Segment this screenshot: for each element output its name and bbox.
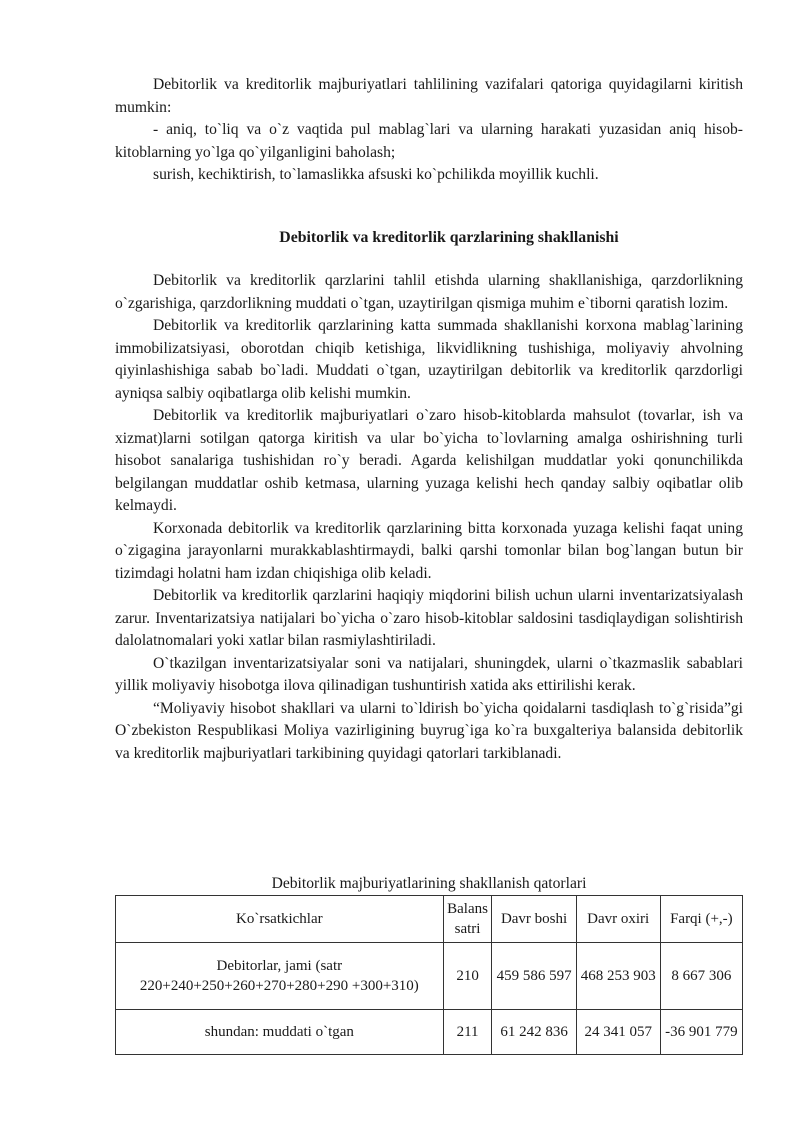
cell-period-start: 459 586 597 <box>492 943 576 1010</box>
header-balance-line: Balans satri <box>443 896 492 943</box>
body-paragraph-4: Korxonada debitorlik va kreditorlik qarzlarining bitta korxonada yuzaga kelishi faqat uning o`zigagina jarayonlarni murakkablashtirmaydi, balki qarshi tomonlar bilan bog`langan butun bir tizimdagi holatni ham izdan chiqishiga olib keladi. <box>115 519 743 582</box>
header-difference: Farqi (+,-) <box>660 896 742 943</box>
receivables-table <box>115 895 743 1055</box>
cell-difference: -36 901 779 <box>660 1010 742 1055</box>
body-paragraph-6: O`tkazilgan inventarizatsiyalar soni va natijalari, shuningdek, ularni o`tkazmaslik sabablari yillik moliyaviy hisobotga ilova qilinadigan tushuntirish xatida aks ettirilishi kerak. <box>115 654 743 694</box>
intro-paragraph-1: Debitorlik va kreditorlik majburiyatlari tahlilining vazifalari qatoriga quyidagilarni kiritish mumkin: <box>115 76 743 116</box>
cell-indicator: shundan: muddati o`tgan <box>116 1010 444 1055</box>
cell-difference: 8 667 306 <box>660 943 742 1010</box>
body-paragraph-1: Debitorlik va kreditorlik qarzlarini tahlil etishda ularning shakllanishiga, qarzdorlikning o`zgarishiga, qarzdorlikning muddati o`tgan, uzaytirilgan qismiga muhim e`tiborni qaratish lozim. <box>115 272 743 312</box>
body-paragraph-7: “Moliyaviy hisobot shakllari va ularni to`ldirish bo`yicha qoidalarni tasdiqlash to`g`risida”gi O`zbekiston Respublikasi Moliya vazirligining buyrug`iga ko`ra buxgalteriya balansida debitorlik va kreditorlik majburiyatlari tarkibining quyidagi qatorlari tarkiblanadi. <box>115 699 743 762</box>
section-heading: Debitorlik va kreditorlik qarzlarining shakllanishi <box>279 229 619 246</box>
cell-balance-line: 210 <box>443 943 492 1010</box>
header-indicators: Ko`rsatkichlar <box>116 896 444 943</box>
table-header-row <box>116 896 743 943</box>
intro-paragraph-2: - aniq, to`liq va o`z vaqtida pul mablag`lari va ularning harakati yuzasidan aniq hisob-kitoblarning yo`lga qo`yilganligini baholash; <box>115 121 743 161</box>
table-caption: Debitorlik majburiyatlarining shakllanish qatorlari <box>271 875 587 892</box>
body-paragraph-5: Debitorlik va kreditorlik qarzlarini haqiqiy miqdorini bilish uchun ularni inventarizatsiyalash zarur. Inventarizatsiya natijalari bo`yicha o`zaro hisob-kitoblar saldosini tasdiqlaydigan solishtirish dalolatnomalari yoki xatlar bilan rasmiylashtiriladi. <box>115 587 743 649</box>
body-paragraph-3: Debitorlik va kreditorlik majburiyatlari o`zaro hisob-kitoblarda mahsulot (tovarlar, ish va xizmat)larni sotilgan qatorga kiritish va ular bo`yicha to`lovlarning amalga oshirishning turli hisobot sanalariga tushishidan ro`y beradi. Agarda kelishilgan muddatlar yoki qonunchilikda belgilangan muddatlar oshib ketmasa, ularning yuzaga kelishi hech qanday salbiy oqibatlar olib kelmaydi. <box>115 407 743 514</box>
table-row <box>116 943 743 1010</box>
body-section <box>115 270 743 765</box>
cell-indicator: Debitorlar, jami (satr 220+240+250+260+270+280+290 +300+310) <box>116 943 444 1010</box>
cell-period-end: 24 341 057 <box>576 1010 660 1055</box>
header-period-end: Davr oxiri <box>576 896 660 943</box>
table-row <box>116 1010 743 1055</box>
cell-period-start: 61 242 836 <box>492 1010 576 1055</box>
intro-paragraph-3: surish, kechiktirish, to`lamaslikka afsuski ko`pchilikda moyillik kuchli. <box>153 166 599 183</box>
intro-section <box>115 74 743 187</box>
body-paragraph-2: Debitorlik va kreditorlik qarzlarining katta summada shakllanishi korxona mablag`larining immobilizatsiyasi, oborotdan chiqib ketishiga, likvidlikning tushishiga, moliyaviy ahvolning qiyinlashishiga sabab bo`ladi. Muddati o`tgan, uzaytirilgan debitorlik va kreditorlik qarzdorligi ayniqsa salbiy oqibatlarga olib kelishi mumkin. <box>115 317 743 402</box>
header-period-start: Davr boshi <box>492 896 576 943</box>
cell-balance-line: 211 <box>443 1010 492 1055</box>
cell-period-end: 468 253 903 <box>576 943 660 1010</box>
